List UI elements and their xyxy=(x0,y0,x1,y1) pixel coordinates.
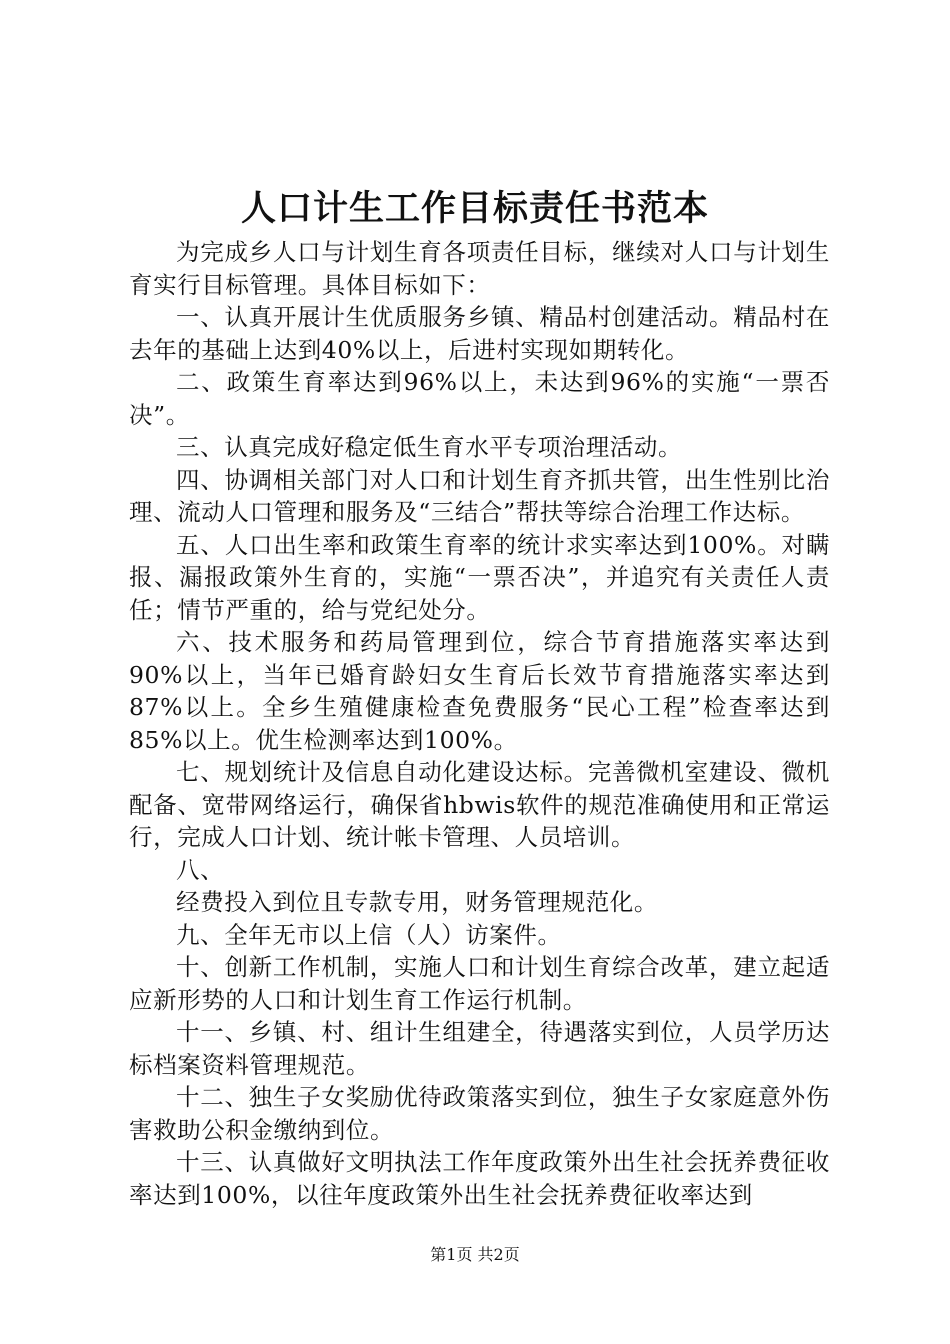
page-number-footer: 第1页 共2页 xyxy=(430,1245,520,1264)
paragraph-item-5: 五、人口出生率和政策生育率的统计求实率达到100%。对瞒报、漏报政策外生育的，实施“一票否决”，并追究有关责任人责任；情节严重的，给与党纪处分。 xyxy=(129,530,830,624)
paragraph-item-12: 十二、独生子女奖励优待政策落实到位，独生子女家庭意外伤害救助公积金缴纳到位。 xyxy=(129,1083,830,1144)
paragraph-item-13: 十三、认真做好文明执法工作年度政策外出生社会抚养费征收率达到100%，以往年度政策外出生社会抚养费征收率达到 xyxy=(129,1148,830,1209)
paragraph-item-8-heading: 八、 xyxy=(176,855,225,884)
document-title: 人口计生工作目标责任书范本 xyxy=(240,188,709,229)
paragraph-item-7: 七、规划统计及信息自动化建设达标。完善微机室建设、微机配备、宽带网络运行，确保省hbwis软件的规范准确使用和正常运行，完成人口计划、统计帐卡管理、人员培训。 xyxy=(129,758,830,851)
paragraph-item-11: 十一、乡镇、村、组计生组建全，待遇落实到位，人员学历达标档案资料管理规范。 xyxy=(129,1018,830,1079)
document-body xyxy=(129,236,830,1211)
paragraph-item-2: 二、政策生育率达到96%以上，未达到96%的实施“一票否决”。 xyxy=(129,368,830,429)
paragraph-item-10: 十、创新工作机制，实施人口和计划生育综合改革，建立起适应新形势的人口和计划生育工作运行机制。 xyxy=(129,953,830,1014)
paragraph-item-8: 经费投入到位且专款专用，财务管理规范化。 xyxy=(176,888,658,916)
paragraph-item-1: 一、认真开展计生优质服务乡镇、精品村创建活动。精品村在去年的基础上达到40%以上，后进村实现如期转化。 xyxy=(129,303,830,364)
paragraph-item-3: 三、认真完成好稳定低生育水平专项治理活动。 xyxy=(176,433,683,461)
paragraph-intro: 为完成乡人口与计划生育各项责任目标，继续对人口与计划生育实行目标管理。具体目标如下： xyxy=(129,238,830,299)
paragraph-item-4: 四、协调相关部门对人口和计划生育齐抓共管，出生性别比治理、流动人口管理和服务及“三结合”帮扶等综合治理工作达标。 xyxy=(129,465,830,526)
paragraph-item-9: 九、全年无市以上信（人）访案件。 xyxy=(176,920,562,949)
paragraph-item-6: 六、技术服务和药局管理到位，综合节育措施落实率达到90%以上，当年已婚育龄妇女生育后长效节育措施落实率达到87%以上。全乡生殖健康检查免费服务“民心工程”检查率达到85%以上。优生检测率达到100%。 xyxy=(129,628,830,754)
